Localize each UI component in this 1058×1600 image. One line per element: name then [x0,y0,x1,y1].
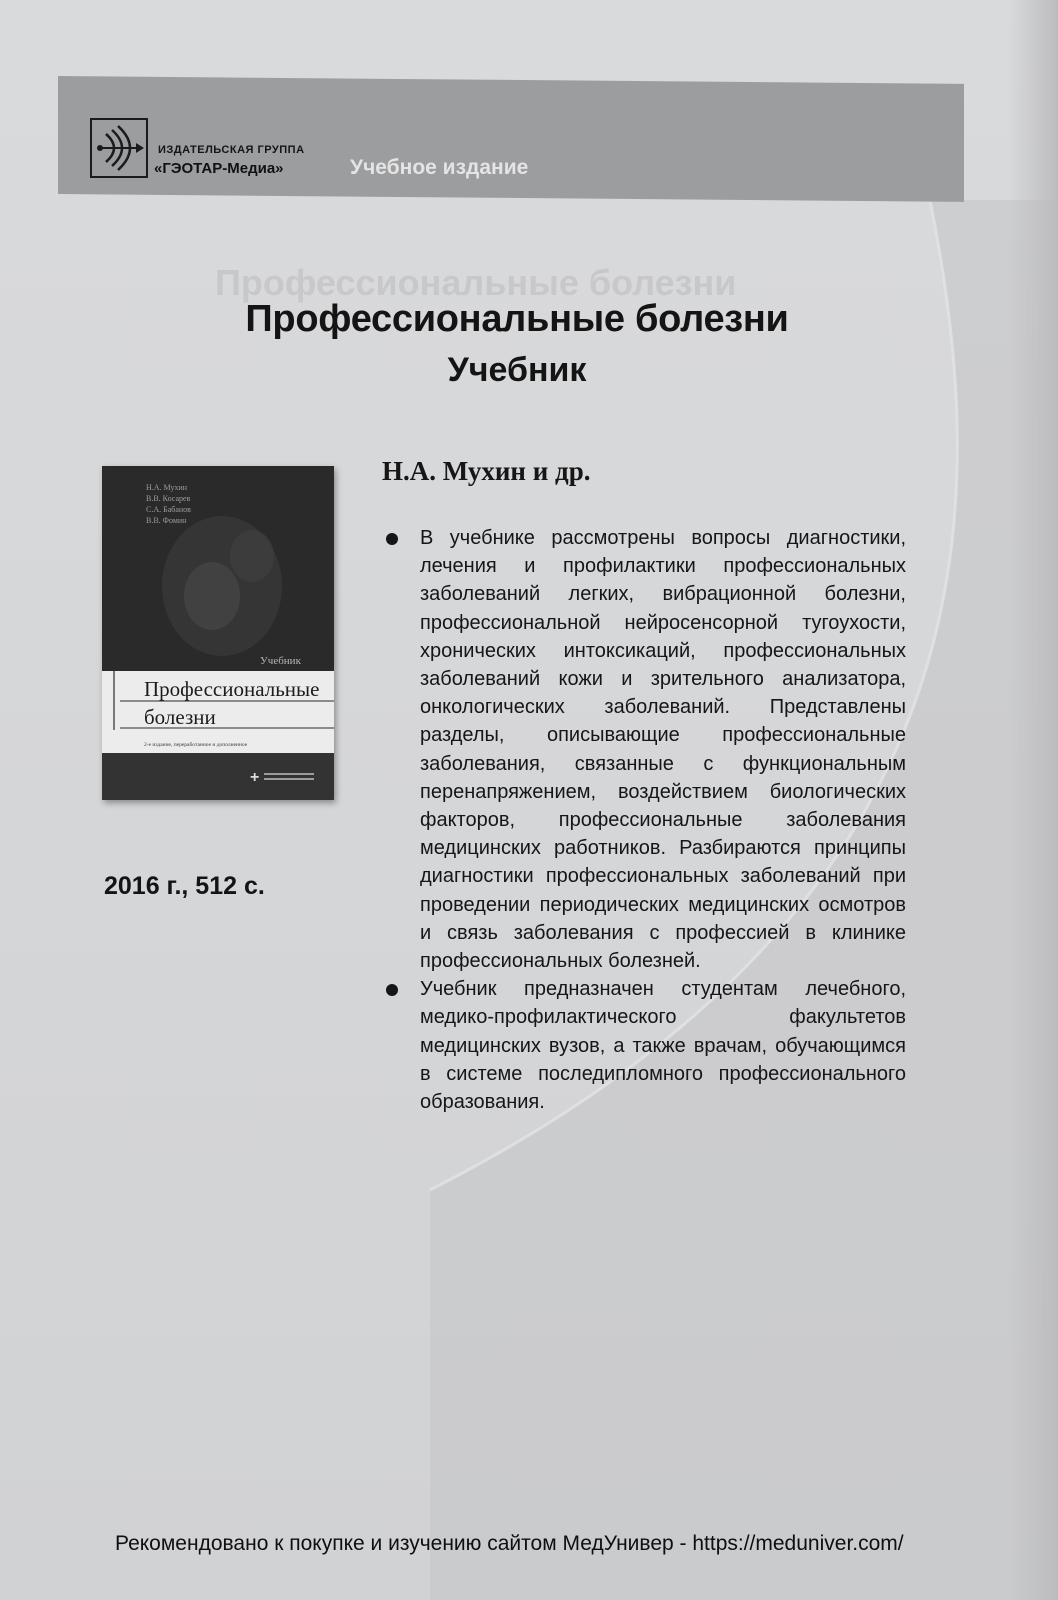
footer-recommendation-link[interactable]: Рекомендовано к покупке и изучению сайтом МедУнивер - https://meduniver.com/ [115,1532,904,1555]
cover-label: Учебник [260,655,301,667]
cover-author: В.В. Фомин [146,516,187,525]
publisher-name: «ГЭОТАР-Медиа» [154,160,284,177]
bullet-icon [386,984,398,996]
book-author: Н.А. Мухин и др. [382,456,591,486]
book-subtitle: Учебник [447,351,587,389]
cover-author: В.В. Косарев [146,494,191,503]
book-cover-image [102,466,334,800]
description-item [380,524,906,975]
publisher-logo-icon [90,118,148,178]
bleed-through-text: Профессиональные болезни [215,262,737,303]
description-text: В учебнике рассмотрены вопросы диагностики, лечения и профилактики профессиональных заболеваний легких, вибрационной болезни, профессиональной нейросенсорной тугоухости, хронических интоксикаций, профессиональных заболеваний кожи и зрительного анализатора, онкологических заболеваний. Представлены разделы, описывающие профессиональные заболевания, связанные с функциональным перенапряжением, воздействием биологических факторов, профессиональные заболевания медицинских работников. Разбираются принципы диагностики профессиональных заболеваний при проведении периодических медицинских осмотров и связь заболевания с профессией в клинике профессиональных болезней. [420,527,906,973]
page-edge-shadow [1008,0,1058,1600]
header-band [58,76,964,202]
description-item [380,975,906,1116]
cover-author: Н.А. Мухин [146,483,188,492]
description-list [380,524,906,1116]
cover-title-line2: болезни [144,705,216,729]
publisher-group-label: ИЗДАТЕЛЬСКАЯ ГРУППА [158,144,305,156]
book-title: Профессиональные болезни [245,298,789,340]
edition-type-label: Учебное издание [350,156,529,179]
cover-title-line1: Профессиональные [144,677,320,701]
cover-author: С.А. Бабанов [146,505,191,514]
cover-plus-icon: + [250,769,260,786]
year-and-pages: 2016 г., 512 с. [104,872,265,900]
cover-edition-note: 2-е издание, переработанное и дополненное [144,742,248,748]
bullet-icon [386,533,398,545]
description-text: Учебник предназначен студентам лечебного, медико-профилактического факультетов медицинских вузов, а также врачам, обучающимся в системе последипломного профессионального образования. [420,978,906,1114]
